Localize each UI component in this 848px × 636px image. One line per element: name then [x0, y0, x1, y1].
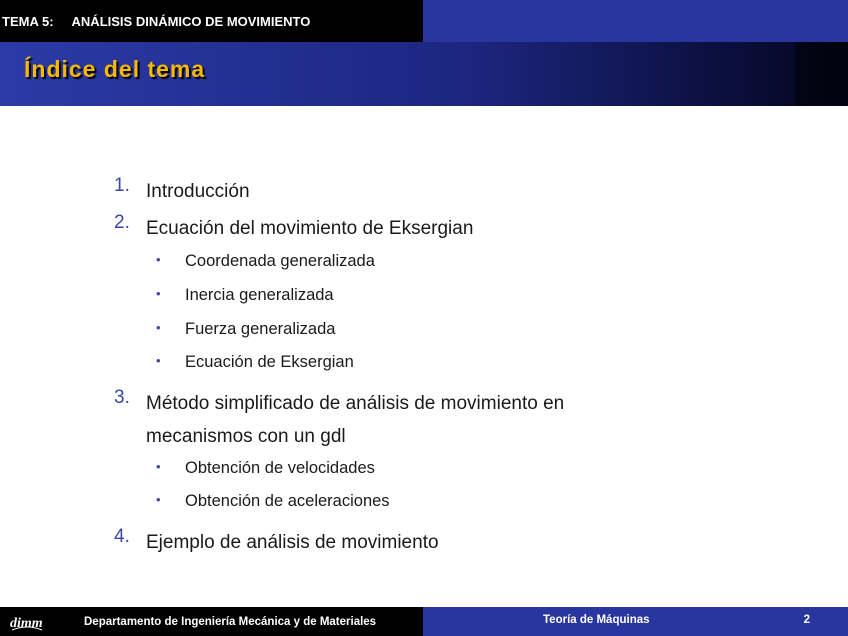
- footer-course: Teoría de Máquinas: [543, 614, 650, 626]
- dimm-logo-icon: [10, 612, 44, 632]
- sub-item-text: Ecuación de Eksergian: [185, 353, 354, 371]
- bullet-icon: •: [156, 252, 161, 267]
- index-item-number: 4.: [114, 526, 130, 547]
- footer-course-block: [423, 607, 848, 636]
- sub-item: [156, 459, 375, 478]
- index-item-text: Introducción: [146, 181, 250, 202]
- index-item-number: 2.: [114, 212, 130, 233]
- header-accent-block: [423, 0, 848, 42]
- title-band-shade: [795, 42, 848, 106]
- index-item-line-1: Método simplificado de análisis de movimiento en: [146, 393, 565, 414]
- sub-item: [156, 353, 354, 372]
- sub-item: [156, 492, 390, 511]
- index-item-number: 3.: [114, 387, 130, 408]
- index-item-4: [114, 526, 439, 559]
- sub-item: [156, 252, 375, 271]
- tema-number: TEMA 5:: [2, 13, 54, 29]
- sub-item-text: Coordenada generalizada: [185, 252, 375, 270]
- slide-title: Índice del tema: [24, 56, 206, 82]
- footer-bar: [0, 607, 848, 636]
- index-item-line-2: mecanismos con un gdl: [146, 426, 346, 447]
- bullet-icon: •: [156, 353, 161, 368]
- page-number: 2: [803, 614, 810, 626]
- footer-department: Departamento de Ingeniería Mecánica y de Materiales: [84, 615, 377, 628]
- tema-topic: ANÁLISIS DINÁMICO DE MOVIMIENTO: [71, 13, 311, 29]
- index-item-number: 1.: [114, 175, 130, 196]
- index-item-text: Ejemplo de análisis de movimiento: [146, 532, 439, 553]
- bullet-icon: •: [156, 286, 161, 301]
- index-item-1: [114, 175, 250, 208]
- bullet-icon: •: [156, 459, 161, 474]
- title-band: [0, 42, 848, 106]
- index-item-3: [114, 387, 564, 453]
- bullet-icon: •: [156, 320, 161, 335]
- top-header-bar: [0, 0, 848, 42]
- sub-item-text: Inercia generalizada: [185, 286, 334, 304]
- index-item-text: [146, 387, 564, 453]
- bullet-icon: •: [156, 492, 161, 507]
- sub-item-text: Obtención de velocidades: [185, 459, 375, 477]
- index-item-2: [114, 212, 473, 245]
- sub-item-text: Fuerza generalizada: [185, 320, 336, 338]
- sub-item: [156, 286, 334, 305]
- sub-item: [156, 320, 335, 339]
- sub-item-text: Obtención de aceleraciones: [185, 492, 390, 510]
- index-item-text: Ecuación del movimiento de Eksergian: [146, 218, 474, 239]
- footer-department-block: [0, 607, 423, 636]
- topic-header: [0, 0, 423, 42]
- svg-text:dimm: dimm: [10, 615, 43, 631]
